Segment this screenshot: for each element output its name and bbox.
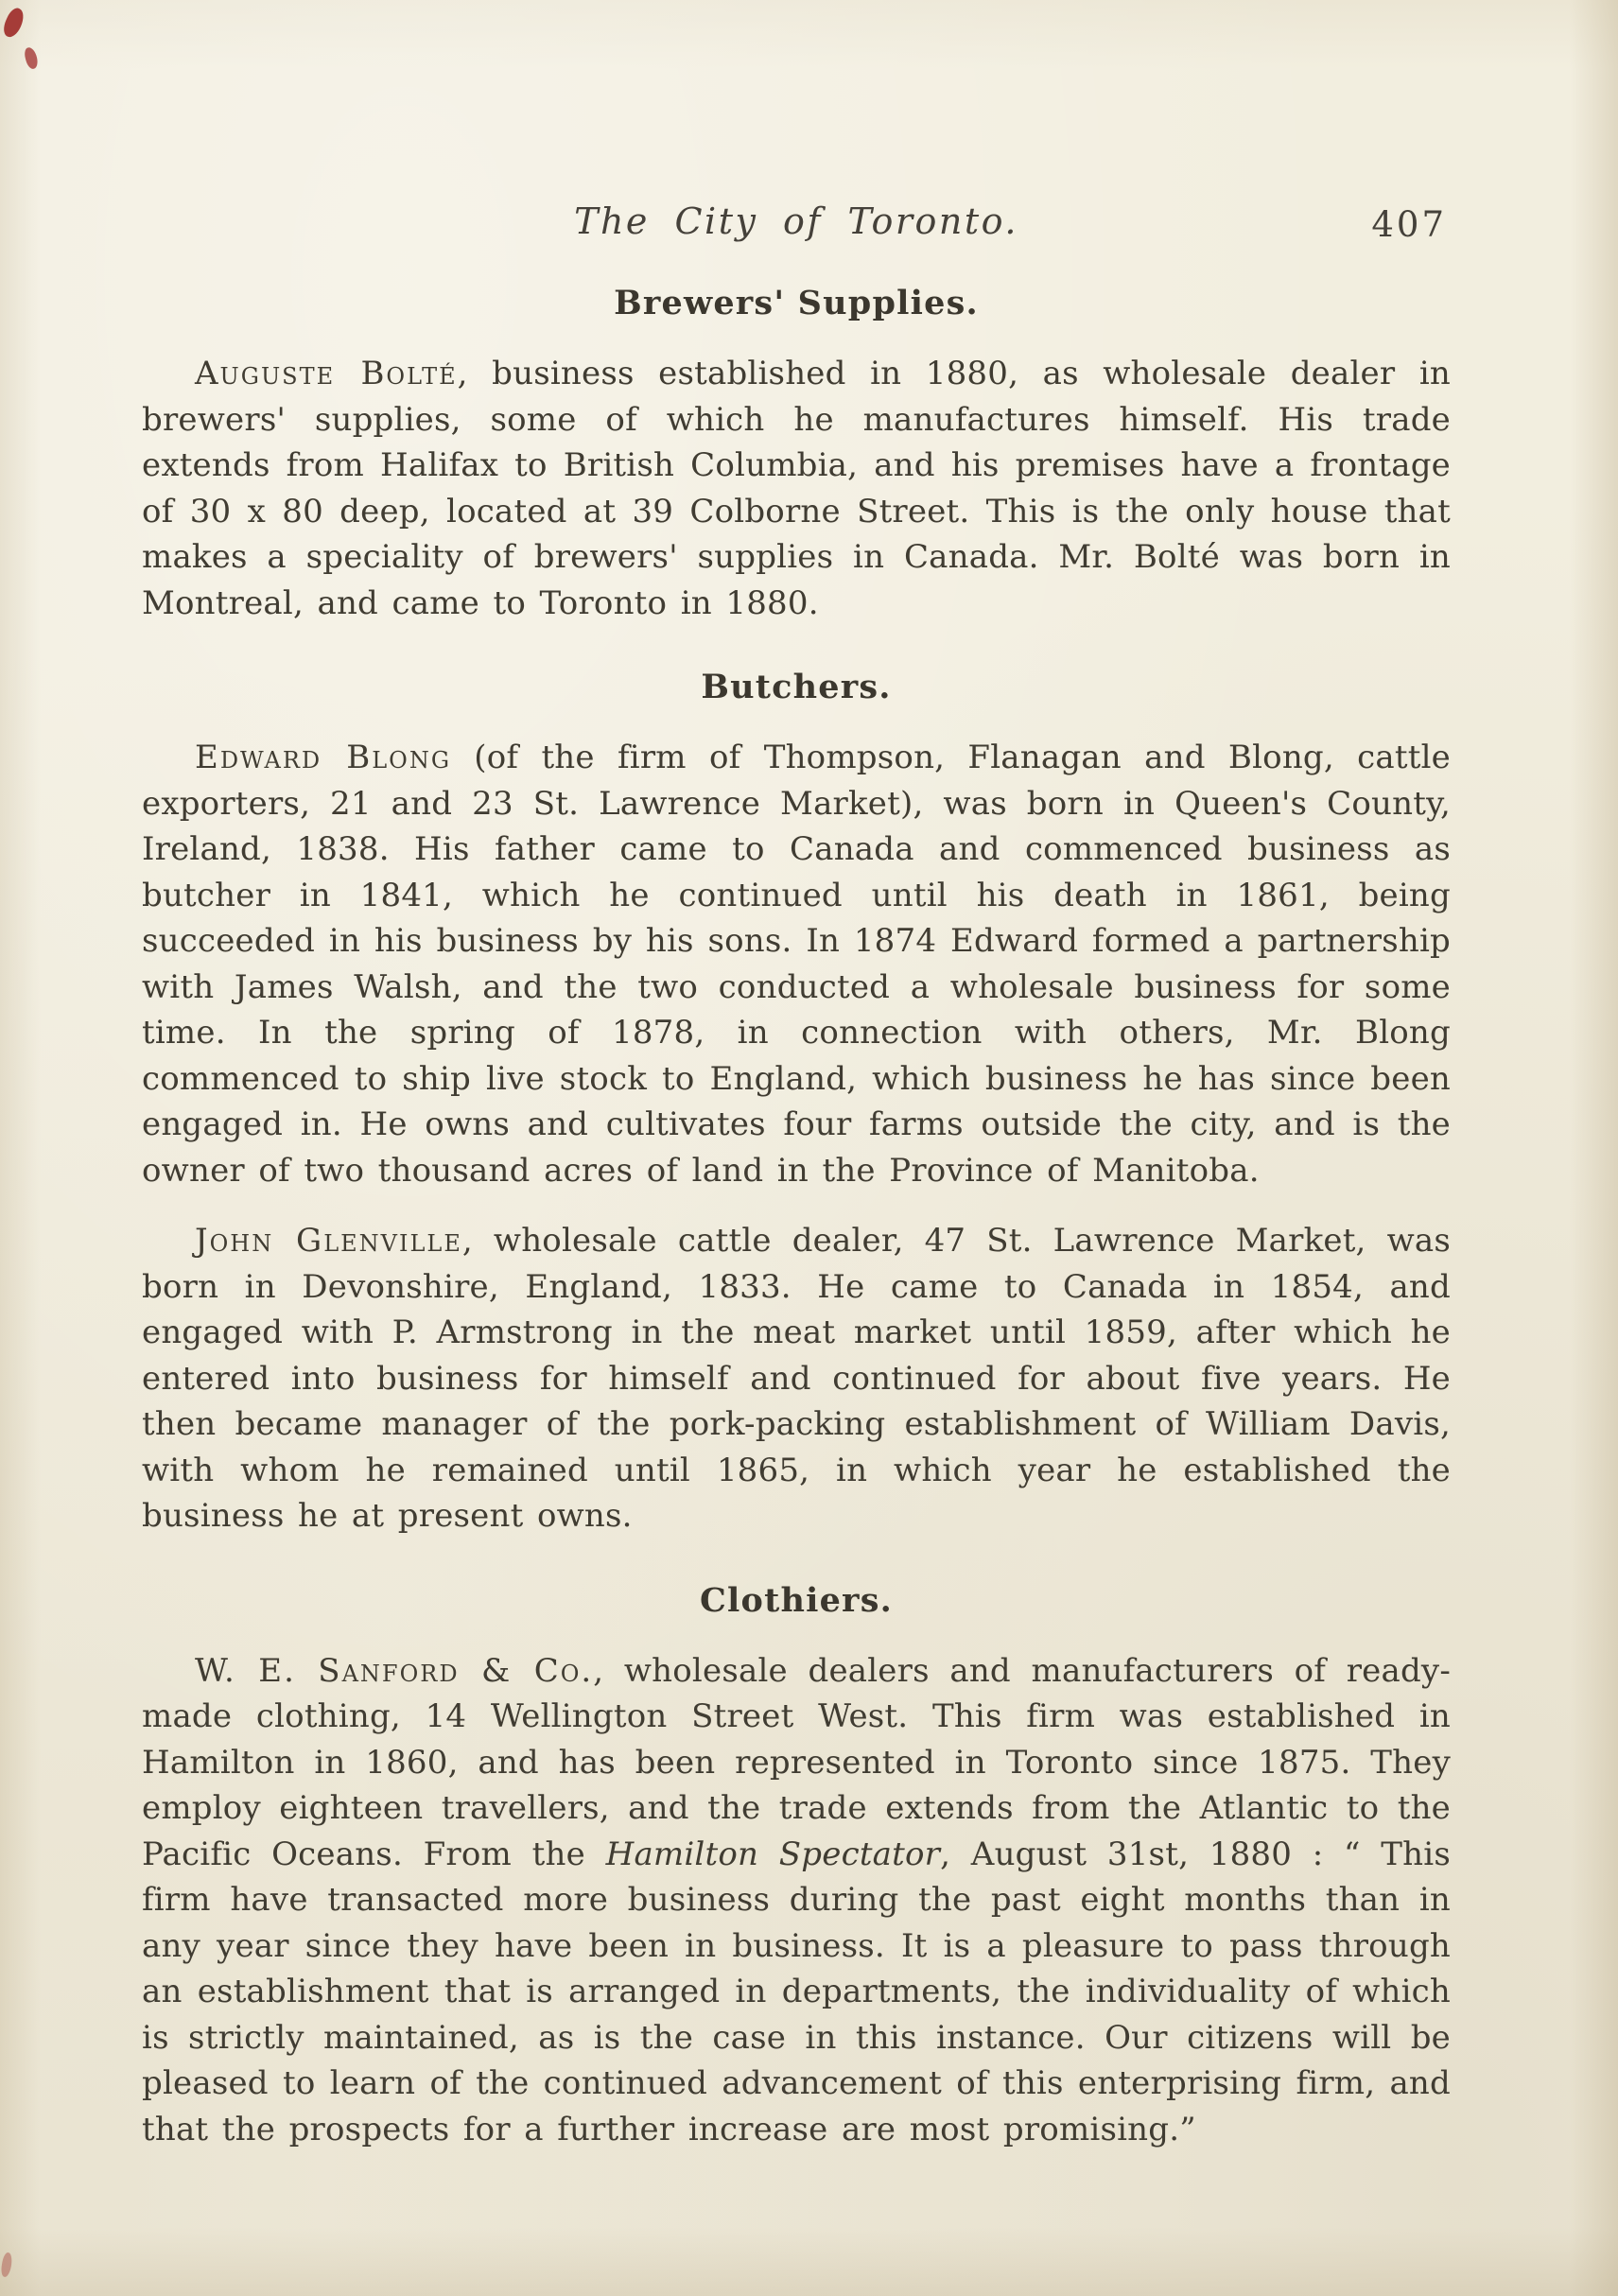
- journal-title: Hamilton Spectator: [605, 1835, 941, 1873]
- running-title: The City of Toronto.: [574, 200, 1018, 242]
- section-heading-clothiers: Clothiers.: [699, 1580, 893, 1620]
- paragraph-john-glenville: [142, 1218, 1451, 1539]
- paragraph-edward-blong: [142, 735, 1451, 1193]
- paragraph-auguste-bolte: [142, 351, 1451, 626]
- person-name-lead: John Glenville: [195, 1222, 462, 1260]
- paragraph-text: , wholesale cattle dealer, 47 St. Lawrence Market, was born in Devonshire, England, 1833. He came to Canada in 1854, and engaged with P. Armstrong in the meat market until 1859, after which he entered into business for himself and continued for about five years. He then became manager of the pork-packing establishment of William Davis, with whom he remained until 1865, in which year he established the business he at present owns.: [142, 1222, 1451, 1535]
- paragraph-sanford-co: [142, 1648, 1451, 2153]
- company-name-lead: W. E. Sanford & Co.: [195, 1651, 594, 1690]
- paragraph-text: (of the firm of Thompson, Flanagan and Blong, cattle exporters, 21 and 23 St. Lawrence Market), was born in Queen's County, Ireland, 1838. His father came to Canada and commenced business as butcher in 1841, which he continued until his death in 1861, being succeeded in his business by his sons. In 1874 Edward formed a partnership with James Walsh, and the two conducted a wholesale business for some time. In the spring of 1878, in connection with others, Mr. Blong commenced to ship live stock to England, which business he has since been engaged in. He owns and cultivates four farms outside the city, and is the owner of two thousand acres of land in the Province of Manitoba.: [142, 739, 1451, 1190]
- red-ink-mark: [0, 2252, 13, 2277]
- person-name-lead: Auguste Bolté: [195, 355, 458, 392]
- paragraph-text: , August 31st, 1880 : “ This firm have transacted more business during the past eight months than in any year since they have been in business. It is a pleasure to pass through an establishment that is arranged in departments, the individuality of which is strictly maintained, as is the case in this instance. Our citizens will be pleased to learn of the continued advancement of this enterprising firm, and that the prospects for a further increase are most promising.”: [142, 1835, 1451, 2148]
- red-ink-mark: [0, 6, 27, 40]
- page-content: [142, 0, 1451, 2177]
- person-name-lead: Edward Blong: [195, 739, 452, 776]
- red-ink-mark: [23, 46, 39, 70]
- paragraph-text: , business established in 1880, as wholesale dealer in brewers' supplies, some of which he manufactures himself. His trade extends from Halifax to British Columbia, and his premises have a frontage of 30 x 80 deep, located at 39 Colborne Street. This is the only house that makes a speciality of brewers' supplies in Canada. Mr. Bolté was born in Montreal, and came to Toronto in 1880.: [142, 355, 1451, 622]
- page-number: 407: [1371, 204, 1447, 245]
- page-header: [142, 200, 1451, 250]
- section-heading-butchers: Butchers.: [701, 668, 892, 706]
- section-heading-brewers-supplies: Brewers' Supplies.: [614, 284, 979, 322]
- paragraph-text: , wholesale dealers and manufacturers of ready-made clothing, 14 Wellington Street West. This firm was established in Hamilton in 1860, and has been represented in Toronto since 1875. They employ eighteen travellers, and the trade extends from the Atlantic to the Pacific Oceans. From the: [142, 1651, 1452, 1873]
